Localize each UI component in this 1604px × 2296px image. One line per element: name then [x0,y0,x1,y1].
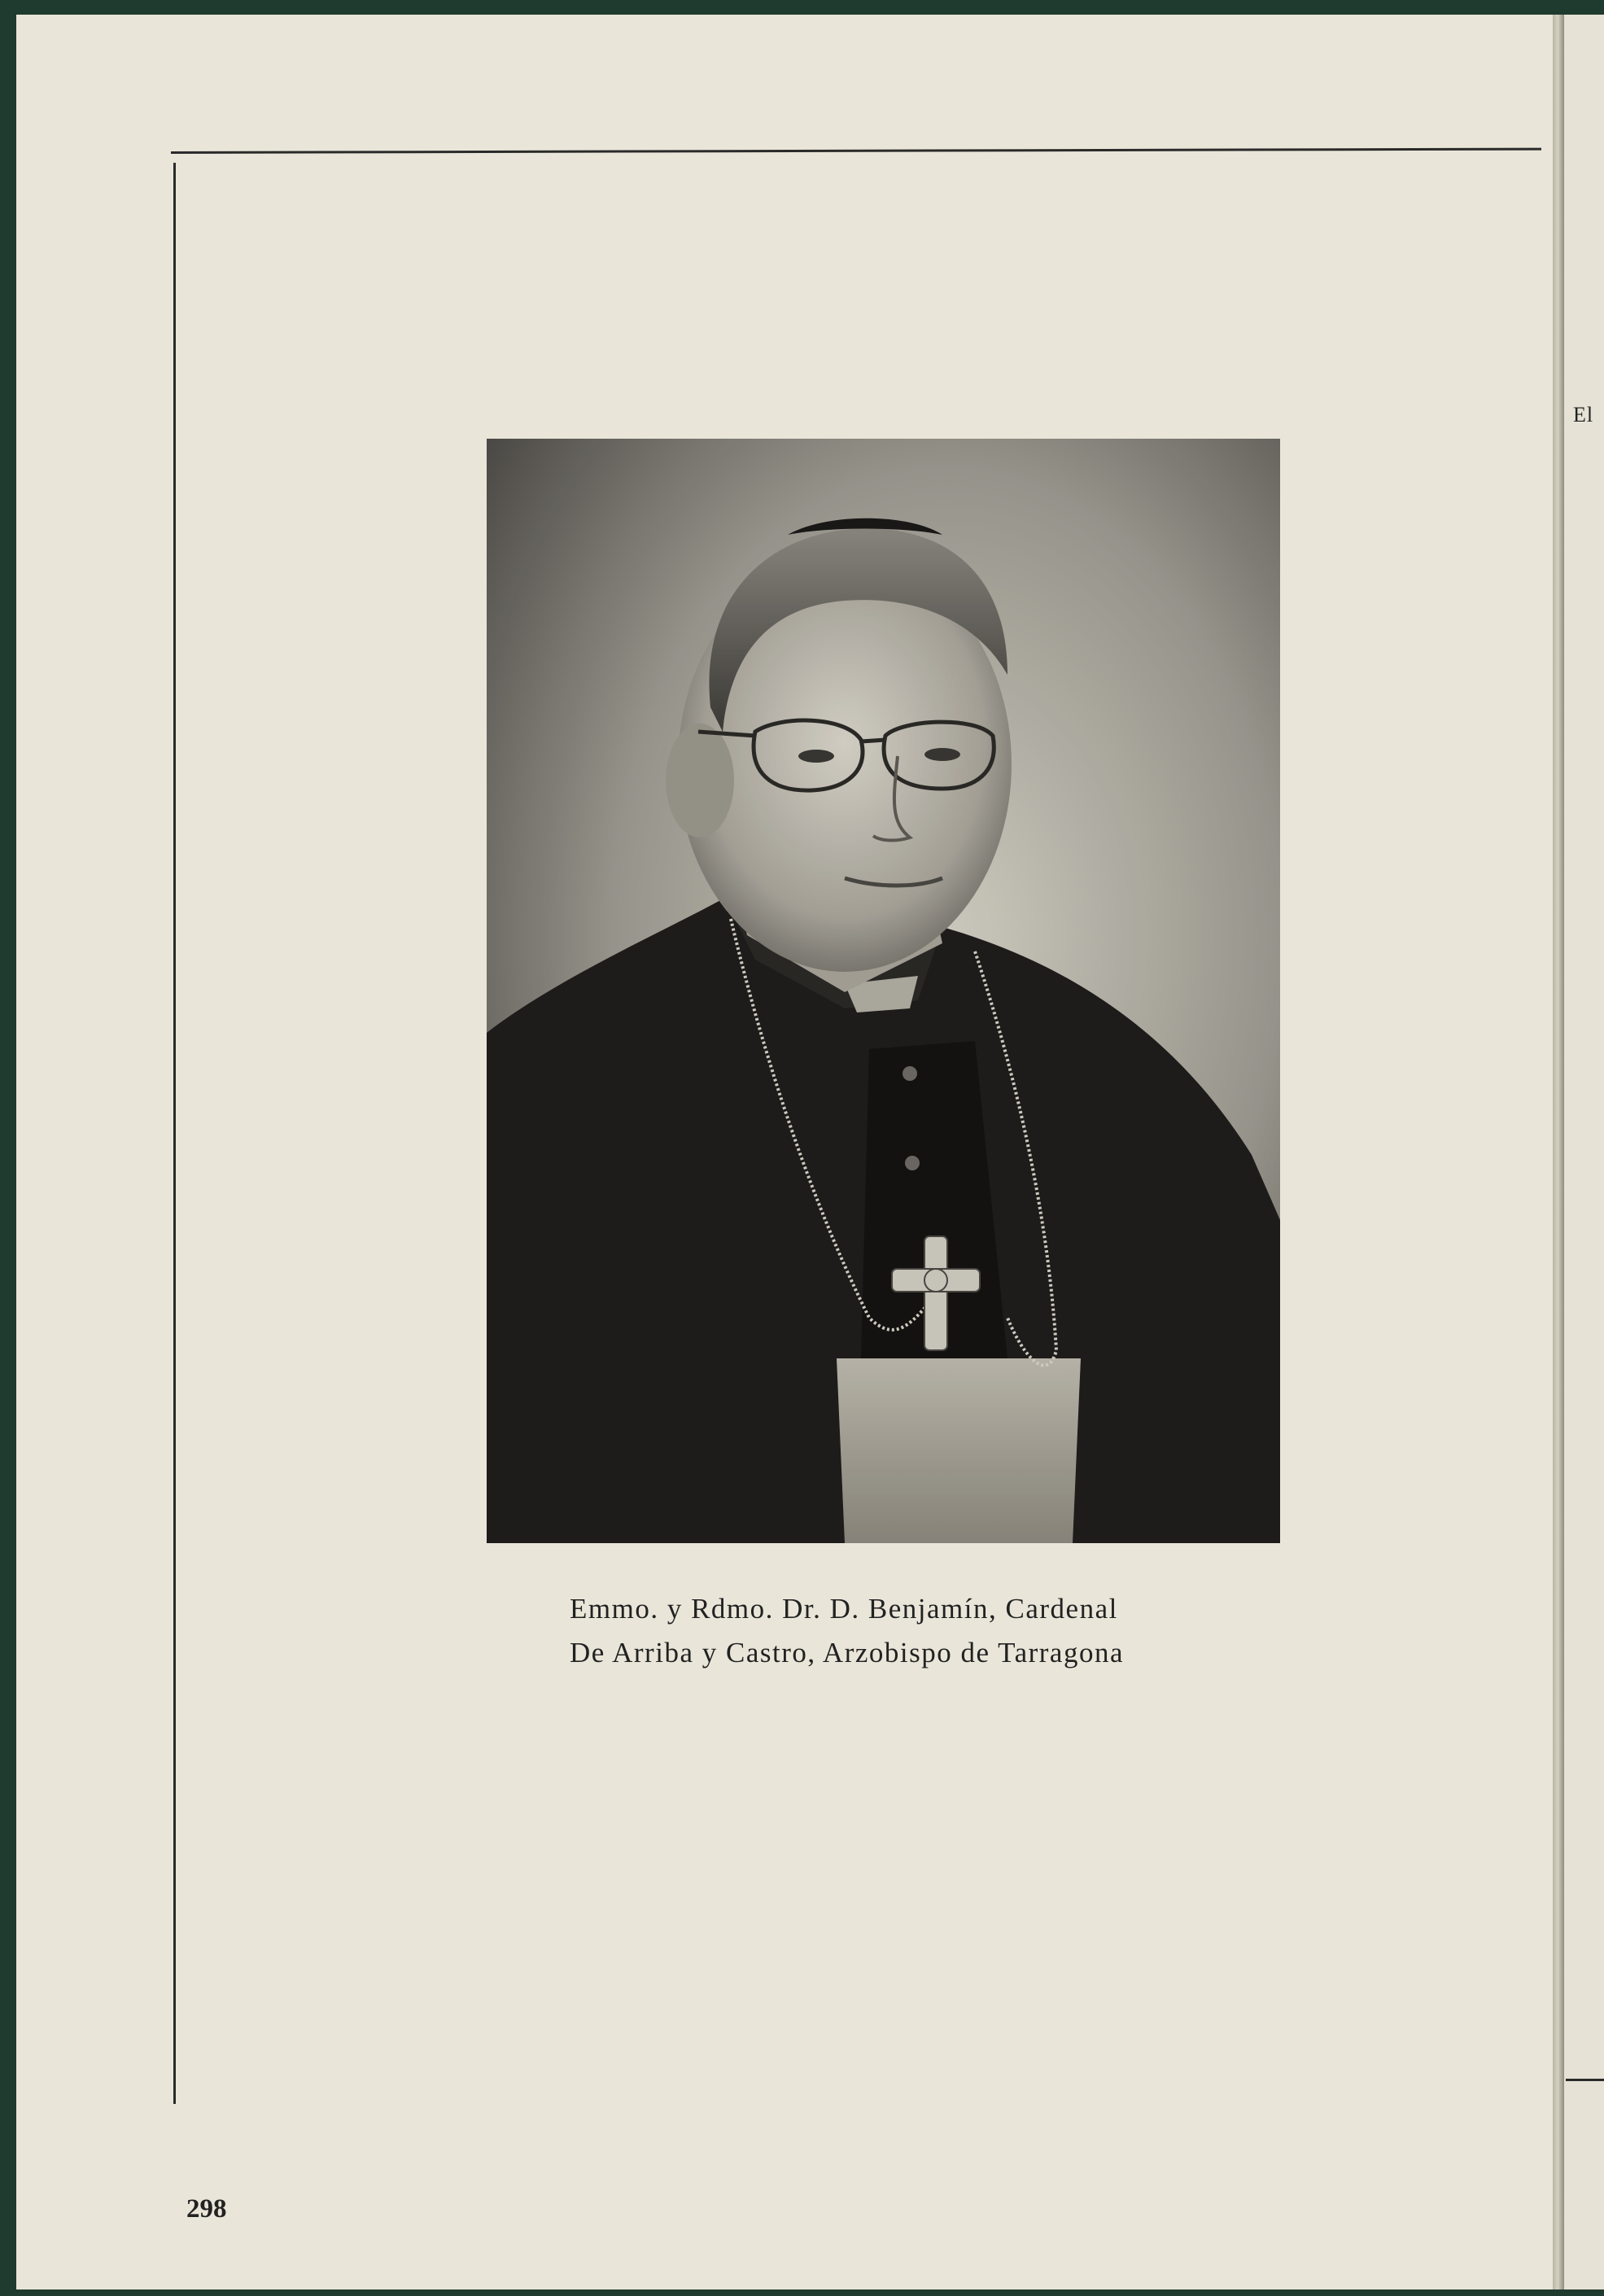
cardinal-portrait-photo [487,439,1280,1543]
adjacent-page-rule [1566,2079,1604,2081]
page-number: 298 [186,2194,227,2224]
adjacent-page-header-fragment: El [1573,403,1594,426]
caption-line-2: De Arriba y Castro, Arzobispo de Tarragona [570,1637,1124,1668]
left-frame-rule [173,163,176,2104]
adjacent-page-edge [1564,15,1604,2289]
caption-line-1: Emmo. y Rdmo. Dr. D. Benjamín, Cardenal [570,1593,1118,1625]
book-gutter [1553,15,1564,2289]
photo-caption [570,1587,1221,1675]
